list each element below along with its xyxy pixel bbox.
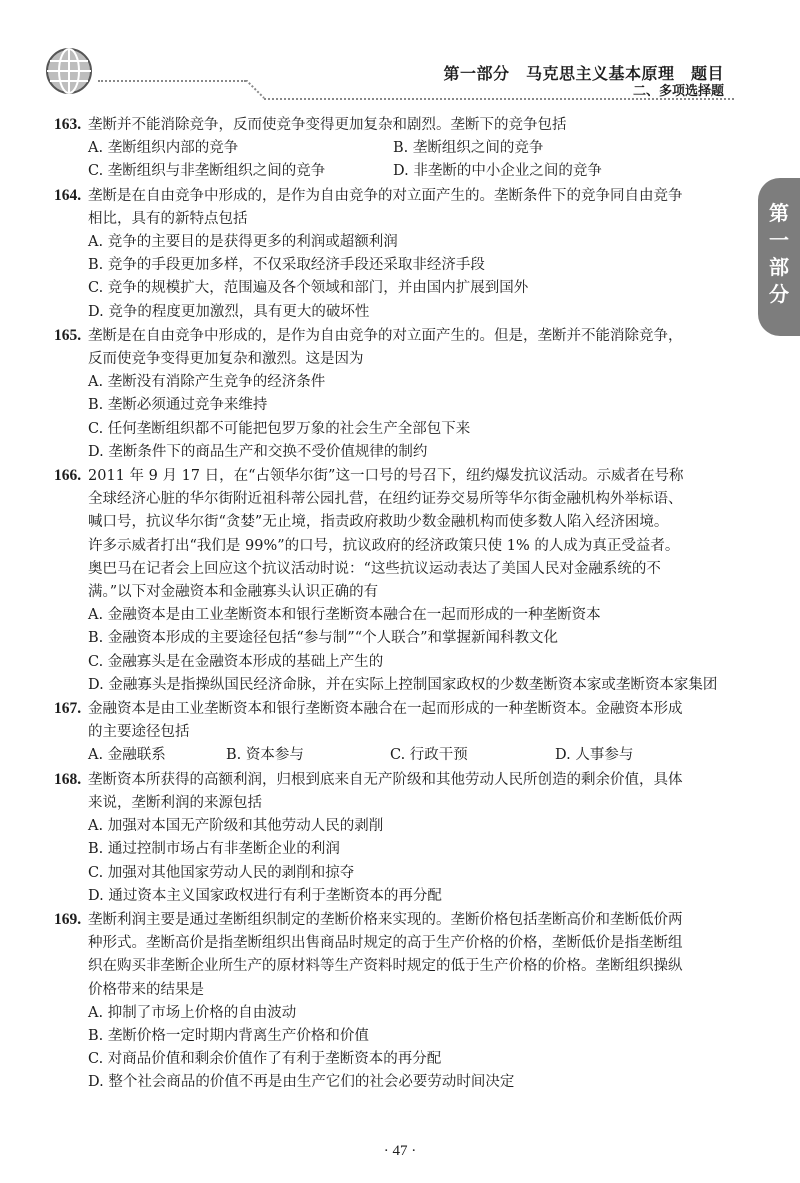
question-stem-cont: 喊口号，抗议华尔街“贪婪”无止境，指责政府救助少数金融机构而使多数人陷入经济困境。: [88, 514, 669, 531]
option-b: B. 资本参与: [226, 747, 304, 764]
option-c: C. 竞争的规模扩大，范围遍及各个领域和部门，并由国内扩展到国外: [88, 280, 529, 297]
option-c: C. 垄断组织与非垄断组织之间的竞争: [88, 163, 326, 180]
option-c: C. 对商品价值和剩余价值作了有利于垄断资本的再分配: [88, 1051, 442, 1068]
option-a: A. 垄断组织内部的竞争: [88, 140, 239, 157]
option-b: B. 金融资本形成的主要途径包括“参与制”“个人联合”和掌握新闻科教文化: [88, 630, 559, 647]
question-stem: 金融资本是由工业垄断资本和银行垄断资本融合在一起而形成的一种垄断资本。金融资本形成: [88, 701, 683, 718]
option-d: D. 通过资本主义国家政权进行有利于垄断资本的再分配: [88, 887, 442, 904]
question-stem: 垄断并不能消除竞争，反而使竞争变得更加复杂和剧烈。垄断下的竞争包括: [88, 117, 567, 133]
option-c: C. 金融寡头是在金融资本形成的基础上产生的: [88, 653, 384, 670]
question-167: [54, 697, 744, 768]
option-a: A. 竞争的主要目的是获得更多的利润或超额利润: [88, 234, 398, 251]
question-163: [54, 113, 744, 184]
question-stem-cont: 来说，垄断利润的来源包括: [88, 794, 262, 811]
question-number: 166.: [54, 467, 82, 485]
side-tab-char: 部: [769, 255, 789, 279]
option-d: D. 整个社会商品的价值不再是由生产它们的社会必要劳动时间决定: [88, 1074, 515, 1091]
question-stem: 2011 年 9 月 17 日，在“占领华尔街”这一口号的号召下，纽约爆发抗议活动。示威者在号称: [88, 468, 684, 485]
side-tab-char: 第: [769, 201, 789, 225]
question-stem-cont: 价格带来的结果是: [88, 981, 204, 998]
page-header: [0, 0, 800, 105]
option-b: B. 垄断组织之间的竞争: [393, 140, 544, 157]
option-d: D. 人事参与: [555, 747, 634, 764]
question-stem-cont: 相比，具有的新特点包括: [88, 210, 248, 227]
option-a: A. 抑制了市场上价格的自由波动: [88, 1004, 297, 1021]
option-a: A. 金融联系: [88, 747, 166, 764]
question-stem: 垄断是在自由竞争中形成的，是作为自由竞争的对立面产生的。垄断条件下的竞争同自由竞争: [88, 187, 683, 204]
question-165: [54, 324, 744, 464]
side-tab-char: 分: [769, 282, 789, 306]
question-stem: 垄断资本所获得的高额利润，归根到底来自无产阶级和其他劳动人民所创造的剩余价值，具体: [88, 771, 683, 788]
header-dotted-rule: [98, 80, 246, 82]
option-b: B. 垄断必须通过竞争来维持: [88, 397, 268, 414]
question-stem-cont: 织在购买非垄断企业所生产的原材料等生产资料时规定的低于生产价格的价格。垄断组织操纵: [88, 958, 683, 975]
option-a: A. 金融资本是由工业垄断资本和银行垄断资本融合在一起而形成的一种垄断资本: [88, 607, 601, 624]
question-stem-cont: 种形式。垄断高价是指垄断组织出售商品时规定的高于生产价格的价格，垄断低价是指垄断组: [88, 935, 683, 952]
question-stem: 垄断利润主要是通过垄断组织制定的垄断价格来实现的。垄断价格包括垄断高价和垄断低价两: [88, 911, 683, 928]
section-side-tab: [758, 178, 800, 336]
question-169: [54, 908, 744, 1095]
question-stem-cont: 的主要途径包括: [88, 724, 190, 741]
option-c: C. 加强对其他国家劳动人民的剥削和掠夺: [88, 864, 355, 881]
question-stem-cont: 许多示威者打出“我们是 99%”的口号，抗议政府的经济政策只使 1% 的人成为真正受益者。: [88, 537, 680, 554]
option-c: C. 行政干预: [390, 747, 468, 764]
question-stem-cont: 满。”以下对金融资本和金融寡头认识正确的有: [88, 584, 379, 601]
option-d: D. 垄断条件下的商品生产和交换不受价值规律的制约: [88, 443, 428, 460]
question-number: 163.: [54, 116, 82, 133]
option-a: A. 垄断没有消除产生竞争的经济条件: [88, 374, 326, 391]
side-tab-char: 一: [769, 228, 789, 252]
globe-icon: [45, 47, 93, 95]
question-number: 167.: [54, 700, 82, 718]
option-d: D. 非垄断的中小企业之间的竞争: [393, 163, 602, 180]
option-a: A. 加强对本国无产阶级和其他劳动人民的剥削: [88, 818, 384, 835]
option-c: C. 任何垄断组织都不可能把包罗万象的社会生产全部包下来: [88, 420, 471, 437]
question-164: [54, 184, 744, 324]
question-168: [54, 768, 744, 908]
header-title: 第一部分 马克思主义基本原理 题目: [443, 64, 724, 83]
question-number: 169.: [54, 910, 82, 928]
option-d: D. 金融寡头是指操纵国民经济命脉，并在实际上控制国家政权的少数垄断资本家或垄断资本家集团: [88, 676, 718, 693]
header-subtitle: 二、多项选择题: [632, 84, 724, 99]
question-number: 164.: [54, 186, 82, 204]
question-number: 168.: [54, 770, 82, 788]
question-166: [54, 464, 744, 697]
option-b: B. 竞争的手段更加多样，不仅采取经济手段还采取非经济手段: [88, 257, 485, 274]
option-b: B. 垄断价格一定时期内背离生产价格和价值: [88, 1027, 369, 1044]
question-list: [54, 113, 744, 1095]
page-number: · 47 ·: [383, 1143, 417, 1159]
option-d: D. 竞争的程度更加激烈，具有更大的破坏性: [88, 303, 370, 320]
question-stem-cont: 反而使竞争变得更加复杂和激烈。这是因为: [88, 351, 364, 368]
question-stem: 垄断是在自由竞争中形成的，是作为自由竞争的对立面产生的。但是，垄断并不能消除竞争，: [88, 327, 683, 344]
header-dotted-diagonal: [246, 80, 266, 100]
question-stem-cont: 奥巴马在记者会上回应这个抗议活动时说：“这些抗议运动表达了美国人民对金融系统的不: [88, 560, 661, 577]
question-number: 165.: [54, 326, 82, 344]
question-stem-cont: 全球经济心脏的华尔街附近祖科蒂公园扎营，在纽约证券交易所等华尔街金融机构外举标语、: [88, 491, 683, 508]
option-b: B. 通过控制市场占有非垄断企业的利润: [88, 841, 340, 858]
